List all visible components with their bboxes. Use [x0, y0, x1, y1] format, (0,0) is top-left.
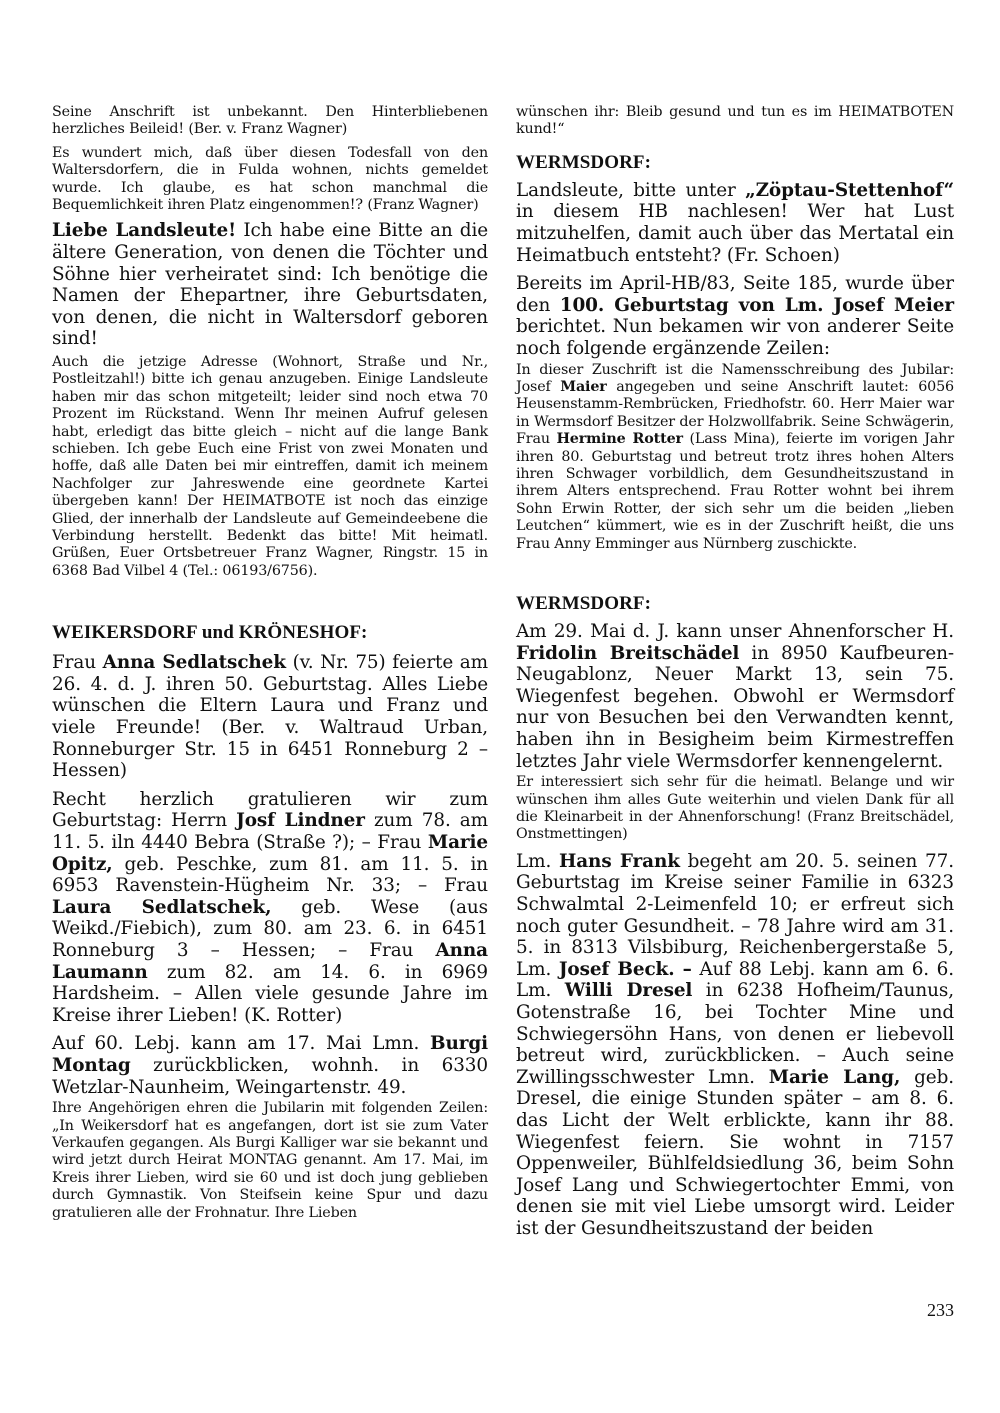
bold-text: Hans Frank — [558, 850, 680, 872]
bold-text: Laura Sedlatschek, — [52, 896, 272, 918]
text-run: Ich habe eine Bitte an die ältere Generation, von denen die Töchter und Söhne hier verheiratet sind: Ich benötige die Namen der Ehepartner, ihre Geburtsdaten, von denen, die nicht in Waltersdorf geboren sind! — [52, 220, 489, 350]
text-run: (Lass Mina), feierte im vorigen Jahr ihren 80. Geburtstag und betreut trotz ihres hohen Alters ihren Schwager vorbildlich, dem Gesundheitszustand in ihrem Alters entsprechend. Frau Rotter wohnt bei ihrem Sohn Erwin Rotter, der sich sehr um die beiden „lieben Leutchen“ kümmert, wie es in der Zuschrift heißt, die uns Frau Anny Emminger aus Nürnberg zuschickte. — [516, 431, 955, 552]
section-heading: WEIKERSDORF und KRÖNESHOF: — [52, 622, 368, 644]
paragraph: Seine Anschrift ist unbekannt. Den Hinterbliebenen herzliches Beileid! (Ber. v. Franz Wagner) — [52, 104, 488, 138]
text-run: geb. Wese (aus Weikd./Fiebich), zum 80. am 23. 6. in 6451 Ronneburg 3 – Hessen; – Frau — [52, 896, 489, 961]
text-run: angegeben und seine Anschrift lautet: 6056 Heusenstamm-Rembrücken, Friedhofstr. 60. Herr Maier war in Wermsdorf Besitzer der Holzwollfabrik. Seine Schwägerin, Frau — [516, 378, 954, 448]
right-column — [516, 104, 954, 1240]
text-run: In dieser Zuschrift ist die Namensschreibung des Jubilar: Josef — [516, 361, 954, 395]
paragraph — [516, 851, 954, 1240]
paragraph — [516, 621, 954, 772]
text-run: Auf 88 Lebj. kann am 6. 6. Lm. — [516, 958, 954, 1002]
paragraph: Es wundert mich, daß über diesen Todesfall von den Waltersdorfern, die in Fulda wohnen, nichts gemeldet wurde. Ich glaube, es hat schon manchmal die Bequemlichkeit ihren Platz eingenommen!? (Franz Wagner) — [52, 144, 488, 214]
paragraph: Ihre Angehörigen ehren die Jubilarin mit folgenden Zeilen: „In Weikersdorf hat es angefangen, dort ist sie zum Vater Verkaufen gegangen. Als Burgi Kalliger war sie bekannt und wird jetzt durch Heirat MONTAG genannt. Am 17. Mai, im Kreis ihrer Lieben, wird sie 60 und ist doch jung geblieben durch Gymnastik. Von Steifsein keine Spur und dazu gratulieren alle der Frohnatur. Ihre Lieben — [52, 1100, 488, 1221]
text-run: Am 29. Mai d. J. kann unser Ahnenforscher H. — [516, 621, 954, 643]
text-run: geb. Peschke, zum 81. am 11. 5. in 6953 Ravenstein-Hügheim Nr. 33; – Frau — [52, 853, 488, 897]
section-heading: WERMSDORF: — [516, 593, 652, 615]
bold-text: Burgi Montag — [52, 1033, 488, 1076]
text-run: begeht am 20. 5. seinen 77. Geburtstag im Kreise seiner Familie in 6323 Schwalmtal 2-Leimenfeld 10; er erfreut sich noch guter Gesundheit. – 78 Jahre wird am 31. 5. in 8313 Vilsbiburg, Reichenbergerstaße 5, Lm. — [516, 850, 954, 980]
bold-text: Anna Laumann — [52, 940, 488, 983]
paragraph — [52, 652, 488, 782]
bold-text: Fridolin Breitschädel — [516, 642, 740, 664]
text-run: in 8950 Kaufbeuren-Neugablonz, Neuer Markt 13, sein 75. Wiegenfest begehen. Obwohl er Wermsdorf nur von Besuchen bei den Verwandten kennt, haben ihn in Besigheim beim Kirmestreffen letztes Jahr viele Wermsdorfer kennengelernt. — [516, 642, 955, 772]
bold-text: Liebe Landsleute! — [52, 220, 237, 242]
bold-text: Willi Dresel — [564, 980, 693, 1002]
left-column — [52, 104, 488, 1222]
page-number: 233 — [927, 1300, 954, 1320]
bold-text: Marie Opitz, — [52, 832, 488, 875]
bold-text: Josef Beck. – — [558, 958, 692, 980]
bold-text: Marie Lang, — [768, 1066, 901, 1088]
paragraph — [516, 180, 954, 266]
paragraph: Auch die jetzige Adresse (Wohnort, Straße und Nr., Postleitzahl!) bitte ich genau anzugeben. Einige Landsleute haben mir das schon mitgeteilt; leider sind noch etwa 70 Prozent im Rückstand. Wenn Ihr meinen Aufruf gelesen habt, erledigt das bitte gleich – nicht auf die lange Bank schieben. Ich gebe Euch eine Frist von zwei Monaten und hoffe, daß alle Daten bei mir eintreffen, damit ich meinem Nachfolger zur Jahreswende eine geordnete Kartei übergeben kann! Der HEIMATBOTE ist noch das einzige Glied, der innerhalb der Landsleute auf Gemeindeebene die Verbindung herstellt. Bedenkt das bitte! Mit heimatl. Grüßen, Euer Ortsbetreuer Franz Wagner, Ringstr. 15 in 6368 Bad Vilbel 4 (Tel.: 06193/6756). — [52, 354, 488, 579]
paragraph — [516, 362, 954, 553]
bold-text: „Zöptau-Stettenhof“ — [745, 179, 954, 201]
text-run: in diesem HB nachlesen! Wer hat Lust mitzuhelfen, damit auch über das Mertatal ein Heimatbuch entsteht? (Fr. Schoen) — [516, 201, 954, 266]
text-run: zurückblicken, wohnh. in 6330 Wetzlar-Naunheim, Weingartenstr. 49. — [52, 1054, 488, 1098]
text-run: zum 78. am 11. 5. iln 4440 Bebra (Straße ?); – Frau — [52, 810, 489, 854]
text-run: in 6238 Hofheim/Taunus, Gotenstraße 16, bei Tochter Mine und Schwiegersöhn Hans, von denen er liebevoll betreut wird, zurückblicken. – Auch seine Zwillingsschwester Lmn. — [516, 980, 954, 1088]
text-run: (v. Nr. 75) feierte am 26. 4. d. J. ihren 50. Geburtstag. Alles Liebe wünschen die Eltern Laura und Franz und viele Freunde! (Ber. v. Waltraud Urban, Ronneburger Str. 15 in 6451 Ronneburg 2 – Hessen) — [52, 652, 488, 782]
text-run: zum 82. am 14. 6. in 6969 Hardsheim. – Allen viele gesunde Jahre im Kreise ihrer Lieben! (K. Rotter) — [52, 961, 488, 1026]
paragraph — [516, 273, 954, 359]
text-run: berichtet. Nun bekamen wir von anderer Seite noch folgende ergänzende Zeilen: — [516, 316, 954, 359]
paragraph: wünschen ihr: Bleib gesund und tun es im HEIMATBOTEN kund!“ — [516, 104, 954, 138]
paragraph: Er interessiert sich sehr für die heimatl. Belange und wir wünschen ihm alles Gute weiterhin und vielen Dank für all die Kleinarbeit in der Ahnenforschung! (Franz Breitschädel, Onstmettingen) — [516, 774, 954, 843]
text-run: Lm. — [516, 850, 559, 872]
bold-text: Maier — [560, 378, 607, 395]
text-run: Landsleute, bitte unter — [516, 179, 746, 201]
bold-text: Josf Lindner — [236, 810, 365, 832]
text-run: Recht herzlich gratulieren wir zum Geburtstag: Herrn — [52, 788, 488, 832]
section-heading: WERMSDORF: — [516, 151, 652, 173]
text-run: Frau — [52, 652, 103, 674]
text-run: Auf 60. Lebj. kann am 17. Mai Lmn. — [52, 1033, 431, 1055]
text-run: geb. Dresel, die einige Stunden später – am 8. 6. das Licht der Welt erblickte, kann ihr 88. Wiegenfest feiern. Sie wohnt in 7157 Oppenweiler, Bühlfeldsiedlung 36, beim Sohn Josef Lang und Schwiegertochter Emmi, von denen sie mit viel Liebe umsorgt wird. Leider ist der Gesundheitszustand der beiden — [516, 1066, 954, 1239]
bold-text: 100. Geburtstag von Lm. Josef Meier — [559, 294, 954, 316]
paragraph — [52, 789, 488, 1027]
paragraph — [52, 220, 488, 350]
text-run: Bereits im April-HB/83, Seite 185, wurde über den — [516, 273, 954, 316]
paragraph — [52, 1033, 488, 1098]
bold-text: Hermine Rotter — [556, 431, 683, 448]
bold-text: Anna Sedlatschek — [102, 652, 286, 674]
